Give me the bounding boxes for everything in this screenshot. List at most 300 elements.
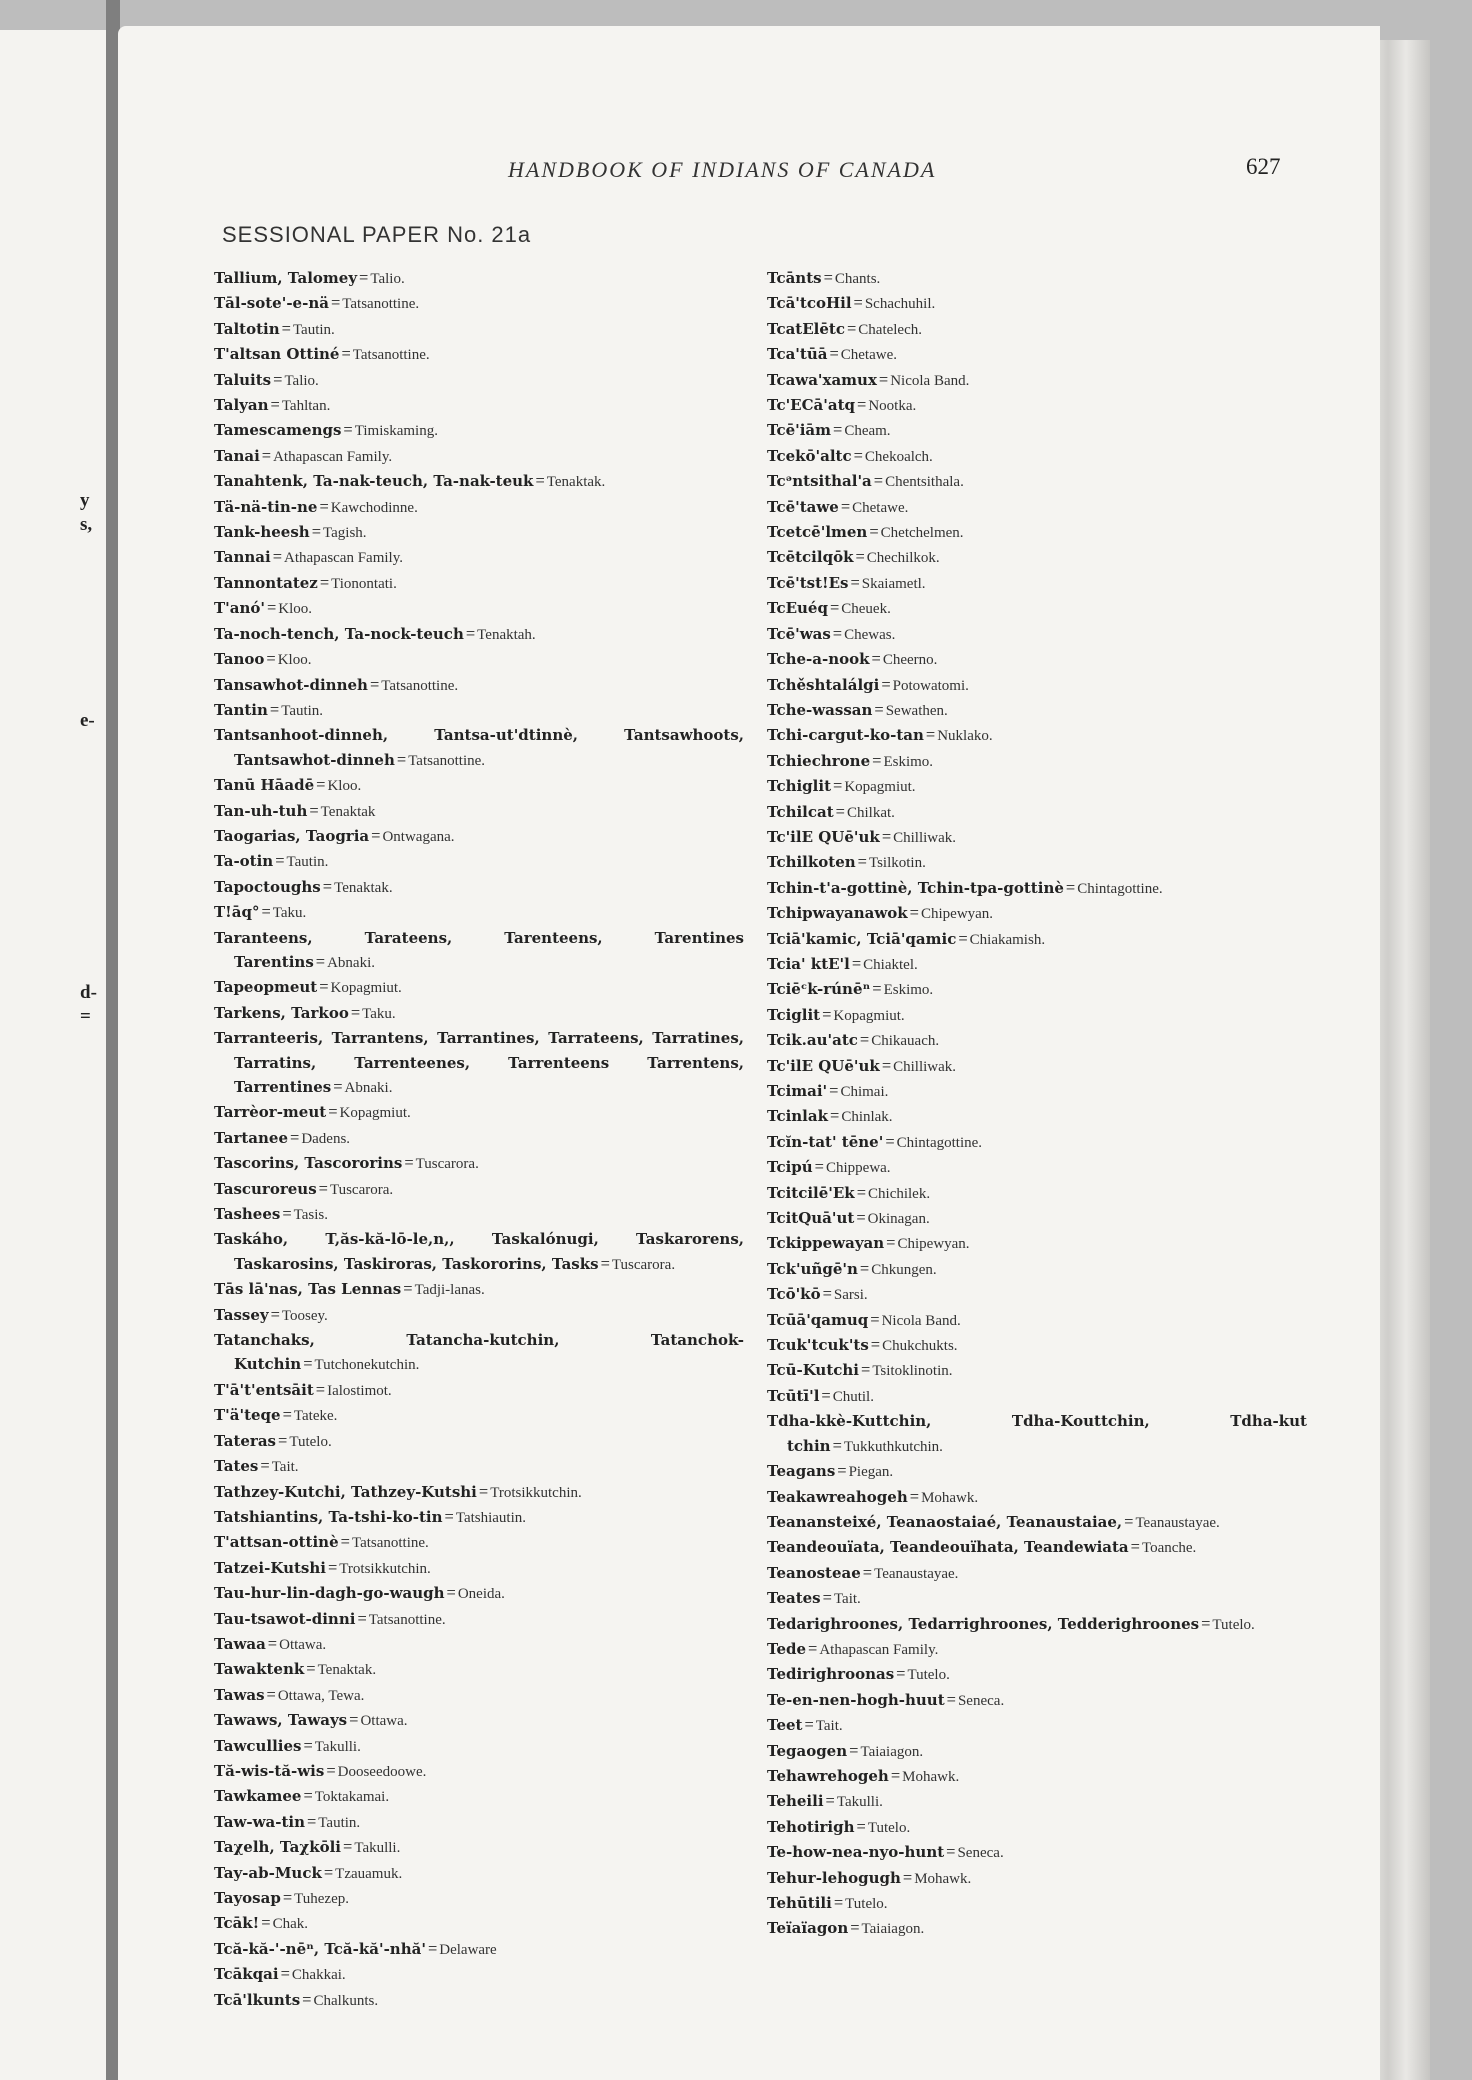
- equals-sign: =: [340, 1532, 350, 1552]
- equals-sign: =: [829, 344, 839, 364]
- glossary-entry: [214, 571, 744, 596]
- glossary-entry: [214, 1378, 744, 1403]
- glossary-entry: [767, 1612, 1307, 1637]
- equals-sign: =: [886, 1233, 896, 1253]
- entry-reference: Chintagottine.: [1077, 880, 1163, 897]
- entry-reference: Tenaktak: [320, 803, 376, 820]
- equals-sign: =: [856, 1182, 867, 1202]
- glossary-entry: [214, 520, 744, 545]
- entry-headword: Tanai: [214, 446, 260, 465]
- entry-headword: Ta-noch-tench, Ta-nock-teuch: [214, 624, 464, 643]
- entry-headword: Tcā'tcoHil: [767, 294, 852, 313]
- glossary-entry: [767, 1231, 1307, 1256]
- equals-sign: =: [359, 268, 369, 287]
- entry-reference: Chetchelmen.: [880, 525, 964, 542]
- glossary-entry: [767, 291, 1307, 316]
- equals-sign: =: [870, 1309, 880, 1329]
- glossary-entry: [767, 368, 1307, 393]
- entry-reference: Tutelo.: [867, 1819, 911, 1836]
- entry-reference: Piegan.: [848, 1464, 894, 1481]
- equals-sign: =: [319, 496, 329, 516]
- entry-headword: Tcūtī'l: [767, 1386, 820, 1405]
- entry-headword: Tay-ab-Muck: [214, 1863, 322, 1882]
- glossary-entry: [214, 1026, 744, 1100]
- glossary-entry: [767, 1181, 1307, 1206]
- entry-reference: Toktakamai.: [314, 1789, 390, 1806]
- glossary-entry: [214, 317, 744, 342]
- entry-headword: T'attsan-ottinè: [214, 1533, 339, 1552]
- entry-headword: Teet: [767, 1716, 803, 1735]
- glossary-entry: [767, 1866, 1307, 1891]
- equals-sign: =: [275, 851, 285, 871]
- entry-reference: Athapascan Family.: [819, 1641, 939, 1658]
- entry-headword: Tawas: [214, 1685, 265, 1704]
- entry-reference: Tsitoklinotin.: [872, 1363, 953, 1380]
- entry-reference: Dadens.: [301, 1130, 351, 1147]
- entry-headword: Tchin-t'a-gottinè, Tchin-tpa-gottinè: [767, 878, 1064, 897]
- entry-reference: Kopagmiut.: [330, 980, 402, 997]
- equals-sign: =: [822, 1284, 832, 1304]
- entry-headword: Tcākqai: [214, 1965, 279, 1984]
- glossary-entry: [214, 1911, 744, 1936]
- entry-headword: Tca'tūā: [767, 345, 828, 364]
- entry-headword: Tascorins, Tascororins: [214, 1154, 403, 1173]
- entry-headword: Te-en-nen-hogh-huut: [767, 1690, 945, 1709]
- entry-headword: Tă-wis-tă-wis: [214, 1761, 325, 1780]
- equals-sign: =: [822, 1588, 832, 1608]
- entry-reference: Chilliwak.: [893, 829, 957, 846]
- glossary-entry: [767, 1003, 1307, 1028]
- entry-reference: Ottawa.: [279, 1636, 327, 1653]
- entry-headword: Tartanee: [214, 1128, 288, 1147]
- entry-headword: T'ā't'entsāit: [214, 1380, 314, 1399]
- equals-sign: =: [857, 395, 867, 415]
- equals-sign: =: [850, 572, 860, 592]
- entry-reference: Sewathen.: [885, 702, 948, 719]
- equals-sign: =: [859, 1030, 870, 1050]
- entry-reference: Chichilek.: [868, 1185, 931, 1202]
- glossary-entry: [767, 647, 1307, 672]
- entry-headword: Tawkamee: [214, 1787, 302, 1806]
- entry-reference: Tukkuthkutchin.: [843, 1438, 943, 1455]
- entry-reference: Nicola Band.: [881, 1312, 961, 1329]
- equals-sign: =: [282, 1405, 292, 1425]
- entry-reference: Ottawa.: [360, 1713, 408, 1730]
- glossary-entry: [214, 291, 744, 316]
- glossary-entry: [767, 1916, 1307, 1941]
- equals-sign: =: [840, 496, 851, 516]
- entry-headword: Tateras: [214, 1431, 276, 1450]
- glossary-entry: [767, 1662, 1307, 1687]
- equals-sign: =: [925, 725, 936, 745]
- entry-reference: Teanaustayae.: [874, 1565, 959, 1582]
- entry-headword: Tcik.au'atc: [767, 1031, 858, 1050]
- equals-sign: =: [872, 750, 882, 770]
- entry-reference: Chechilkok.: [866, 550, 940, 567]
- equals-sign: =: [850, 1918, 860, 1938]
- glossary-entry: [214, 545, 744, 570]
- entry-reference: Tuhezep.: [294, 1891, 349, 1907]
- glossary-entry: [767, 1333, 1307, 1358]
- glossary-entry: [214, 1607, 744, 1632]
- entry-reference: Tutelo.: [289, 1433, 332, 1450]
- glossary-entry: [767, 927, 1307, 952]
- entry-reference: Tasis.: [293, 1207, 329, 1224]
- equals-sign: =: [855, 547, 865, 567]
- entry-headword: Tcū-Kutchi: [767, 1361, 859, 1380]
- equals-sign: =: [341, 344, 351, 364]
- glossary-entry: [767, 876, 1307, 901]
- equals-sign: =: [835, 801, 845, 821]
- equals-sign: =: [832, 1435, 842, 1455]
- entry-reference: Kloo.: [278, 601, 313, 618]
- equals-sign: =: [272, 547, 282, 567]
- equals-sign: =: [600, 1253, 610, 1273]
- equals-sign: =: [267, 1633, 278, 1653]
- entry-reference: Tutchonekutchin.: [314, 1357, 420, 1374]
- entry-reference: Tautin.: [286, 854, 329, 871]
- entry-headword: Tchilkoten: [767, 853, 856, 872]
- right-column: [767, 266, 1307, 1942]
- glossary-entry: [214, 266, 744, 291]
- glossary-entry: [767, 1282, 1307, 1307]
- glossary-entry: [767, 1586, 1307, 1611]
- glossary-entry: [767, 1409, 1307, 1459]
- glossary-entry: [214, 444, 744, 469]
- entry-reference: Chikauach.: [871, 1033, 940, 1050]
- entry-reference: Tatsanottine.: [352, 347, 430, 364]
- entry-headword: Tascuroreus: [214, 1179, 317, 1198]
- glossary-entry: [214, 1556, 744, 1581]
- equals-sign: =: [403, 1279, 413, 1299]
- entry-reference: Chetawe.: [840, 347, 897, 364]
- entry-headword: Tawaktenk: [214, 1660, 305, 1679]
- entry-reference: Chilkat.: [846, 804, 895, 821]
- equals-sign: =: [266, 649, 276, 669]
- glossary-entry: [767, 1257, 1307, 1282]
- equals-sign: =: [269, 699, 280, 719]
- entry-reference: Cheam.: [844, 423, 891, 440]
- left-fragment: =: [80, 1006, 91, 1027]
- entry-reference: Taiaiagon.: [860, 1743, 924, 1760]
- entry-reference: Ontwagana.: [382, 828, 455, 845]
- glossary-entry: [767, 698, 1307, 723]
- entry-reference: Ottawa, Tewa.: [277, 1687, 365, 1704]
- entry-headword: Tcimai': [767, 1082, 828, 1100]
- entry-reference: Tsilkotin.: [868, 855, 926, 872]
- entry-reference: Chatelech.: [858, 321, 923, 338]
- entry-headword: Tchi-cargut-ko-tan: [767, 726, 924, 745]
- glossary-entry: [767, 977, 1307, 1002]
- entry-reference: Kopagmiut.: [844, 779, 916, 796]
- glossary-entry: [214, 469, 744, 494]
- entry-headword: Teagans: [767, 1462, 836, 1481]
- entry-headword: Tcia' ktE'l: [767, 954, 850, 973]
- equals-sign: =: [890, 1765, 901, 1785]
- equals-sign: =: [870, 1335, 881, 1355]
- left-fragment: y: [80, 490, 90, 511]
- glossary-entry: [767, 825, 1307, 850]
- entry-headword: Tcipú: [767, 1158, 813, 1177]
- entry-reference: Tahltan.: [281, 398, 331, 415]
- entry-reference: Cheerno.: [882, 652, 938, 669]
- glossary-entry: [767, 1535, 1307, 1560]
- equals-sign: =: [261, 445, 272, 465]
- equals-sign: =: [821, 1385, 831, 1405]
- entry-headword: Tāl-sote'-e-nä: [214, 294, 329, 313]
- entry-headword: Tedirighroonas: [767, 1665, 895, 1684]
- equals-sign: =: [318, 1178, 328, 1198]
- glossary-entry: [214, 1480, 744, 1505]
- entry-reference: Tadji-lanas.: [414, 1282, 485, 1299]
- equals-sign: =: [856, 1208, 866, 1228]
- entry-reference: Taku.: [362, 1005, 396, 1022]
- entry-headword: T'ä'teqe: [214, 1406, 281, 1425]
- glossary-entry: [767, 1815, 1307, 1840]
- glossary-entry: [767, 1104, 1307, 1129]
- entry-reference: Chakkai.: [291, 1967, 346, 1984]
- entry-reference: Nicola Band.: [890, 372, 970, 389]
- glossary-entry: [767, 1028, 1307, 1053]
- entry-reference: Kawchodinne.: [330, 499, 418, 516]
- equals-sign: =: [872, 979, 882, 999]
- entry-reference: Athapascan Family.: [273, 448, 393, 465]
- entry-headword: Ta-otin: [214, 852, 274, 871]
- glossary-entry: [767, 774, 1307, 799]
- equals-sign: =: [535, 471, 545, 491]
- equals-sign: =: [282, 1204, 292, 1224]
- entry-headword: Tdha-kkè-Kuttchin, Tdha-Kouttchin, Tdha-kut tchin: [767, 1412, 1307, 1455]
- equals-sign: =: [958, 928, 968, 948]
- glossary-entry: [767, 1561, 1307, 1586]
- entry-reference: Talio.: [284, 372, 319, 389]
- glossary-entry: [214, 1303, 744, 1328]
- entry-headword: Tcē'tst!Es: [767, 573, 849, 592]
- glossary-entry: [214, 1632, 744, 1657]
- equals-sign: =: [261, 902, 271, 922]
- glossary-entry: [767, 1054, 1307, 1079]
- entry-headword: Taχelh, Taχkōli: [214, 1838, 342, 1857]
- entry-reference: Takulli.: [836, 1794, 883, 1811]
- entry-headword: Tcĭn-tat' tēne': [767, 1132, 884, 1151]
- glossary-entry: [767, 596, 1307, 621]
- glossary-entry: [767, 342, 1307, 367]
- entry-headword: Tehotirigh: [767, 1817, 855, 1836]
- glossary-entry: [214, 1100, 744, 1125]
- equals-sign: =: [829, 1081, 839, 1100]
- equals-sign: =: [328, 1102, 338, 1122]
- entry-reference: Okinagan.: [867, 1211, 930, 1228]
- entry-reference: Chiaktel.: [863, 956, 918, 973]
- entry-headword: Tehūtili: [767, 1894, 832, 1912]
- entry-reference: Tzauamuk.: [335, 1865, 403, 1882]
- equals-sign: =: [465, 623, 476, 643]
- glossary-entry: [767, 1358, 1307, 1383]
- glossary-entry: [767, 901, 1307, 926]
- equals-sign: =: [260, 1456, 270, 1476]
- equals-sign: =: [349, 1710, 359, 1730]
- glossary-entry: [214, 673, 744, 698]
- entry-reference: Tuscarora.: [329, 1181, 394, 1198]
- glossary-entry: [767, 571, 1307, 596]
- entry-reference: Tait.: [815, 1718, 843, 1735]
- glossary-entry: [767, 850, 1307, 875]
- glossary-entry: [214, 849, 744, 874]
- glossary-entry: [214, 926, 744, 976]
- equals-sign: =: [846, 318, 857, 338]
- entry-reference: Potowatomi.: [892, 677, 969, 694]
- entry-reference: Takulli.: [314, 1738, 361, 1755]
- entry-headword: Tau-tsawot-dinni: [214, 1609, 356, 1628]
- glossary-entry: [214, 1530, 744, 1555]
- entry-reference: Kloo.: [277, 652, 312, 669]
- entry-reference: Kopagmiut.: [339, 1105, 411, 1122]
- glossary-entry: [214, 1202, 744, 1227]
- entry-headword: Tc'ECā'atq: [767, 396, 855, 415]
- entry-reference: Tatsanottine.: [342, 296, 420, 313]
- entry-headword: Tcētcilqōk: [767, 548, 854, 567]
- entry-reference: Tatsanottine.: [368, 1611, 446, 1628]
- entry-headword: Tansawhot-dinneh: [214, 675, 368, 694]
- glossary-entry: [214, 418, 744, 443]
- glossary-entry: [767, 317, 1307, 342]
- entry-headword: Tehawrehogeh: [767, 1766, 889, 1785]
- entry-reference: Tautin.: [318, 1814, 361, 1831]
- entry-headword: Tās lā'nas, Tas Lennas: [214, 1280, 402, 1299]
- glossary-entry: [214, 1657, 744, 1682]
- equals-sign: =: [862, 1562, 873, 1582]
- entry-reference: Seneca.: [957, 1845, 1004, 1862]
- entry-reference: Chilliwak.: [893, 1058, 957, 1075]
- entry-reference: Tutelo.: [907, 1667, 950, 1684]
- entry-headword: Tckippewayan: [767, 1234, 885, 1253]
- entry-reference: Athapascan Family.: [284, 550, 403, 567]
- entry-reference: Toanche.: [1141, 1540, 1197, 1557]
- glossary-entry: [214, 342, 744, 367]
- equals-sign: =: [808, 1638, 818, 1658]
- equals-sign: =: [825, 1791, 835, 1811]
- entry-reference: Timiskaming.: [354, 423, 438, 440]
- entry-reference: Takulli.: [354, 1840, 401, 1857]
- equals-sign: =: [281, 318, 291, 338]
- glossary-entry: [214, 596, 744, 621]
- glossary-entry: [214, 875, 744, 900]
- entry-headword: Tamescamengs: [214, 421, 342, 440]
- entry-reference: Chiakamish.: [969, 931, 1046, 948]
- entry-headword: Tcᵊntsithal'a: [767, 472, 872, 491]
- equals-sign: =: [856, 1816, 866, 1836]
- entry-headword: Taranteens, Tarateens, Tarenteens, Tarentines Tarentins: [214, 928, 744, 971]
- running-head: HANDBOOK OF INDIANS OF CANADA: [508, 157, 937, 182]
- entry-headword: Taogarias, Taogria: [214, 826, 370, 845]
- glossary-entry: [214, 723, 744, 773]
- equals-sign: =: [857, 852, 867, 872]
- entry-headword: Tapeopmeut: [214, 978, 318, 997]
- entry-headword: Tapoctoughs: [214, 877, 321, 896]
- entry-reference: Tait.: [271, 1459, 299, 1476]
- equals-sign: =: [832, 623, 843, 643]
- equals-sign: =: [881, 1055, 892, 1075]
- equals-sign: =: [266, 598, 277, 618]
- equals-sign: =: [306, 1811, 317, 1831]
- equals-sign: =: [833, 776, 843, 796]
- entry-headword: Tatshiantins, Ta-tshi-ko-tin: [214, 1507, 443, 1526]
- sessional-paper-label: SESSIONAL PAPER No. 21a: [222, 222, 532, 247]
- entry-reference: Abnaki.: [344, 1080, 393, 1096]
- entry-headword: Tcawa'xamux: [767, 370, 877, 389]
- glossary-entry: [214, 1505, 744, 1530]
- equals-sign: =: [330, 293, 341, 313]
- glossary-entry: [767, 1206, 1307, 1231]
- left-fragment: s,: [80, 514, 93, 535]
- entry-headword: Tatzei-Kutshi: [214, 1558, 326, 1577]
- glossary-entry: [214, 824, 744, 849]
- equals-sign: =: [278, 1430, 288, 1450]
- entry-headword: Tawaa: [214, 1634, 266, 1653]
- equals-sign: =: [873, 471, 884, 491]
- glossary-entry: [767, 1130, 1307, 1155]
- glossary-entry: [214, 1734, 744, 1759]
- equals-sign: =: [427, 1938, 438, 1958]
- entry-headword: Tehur-lehogugh: [767, 1868, 901, 1887]
- entry-headword: Tchiglit: [767, 777, 831, 796]
- equals-sign: =: [446, 1583, 456, 1603]
- entry-reference: Kopagmiut.: [833, 1007, 905, 1024]
- entry-reference: Tateke.: [293, 1408, 338, 1425]
- glossary-entry: [767, 1459, 1307, 1484]
- equals-sign: =: [909, 1486, 920, 1506]
- equals-sign: =: [902, 1867, 913, 1887]
- equals-sign: =: [261, 1913, 271, 1933]
- entry-reference: Eskimo.: [883, 982, 934, 999]
- glossary-entry: [214, 1227, 744, 1277]
- glossary-entry: [767, 418, 1307, 443]
- equals-sign: =: [315, 1379, 326, 1399]
- equals-sign: =: [814, 1157, 824, 1177]
- equals-sign: =: [1201, 1613, 1211, 1633]
- equals-sign: =: [327, 1557, 338, 1577]
- entry-headword: Tates: [214, 1457, 259, 1476]
- entry-reference: Talio.: [370, 271, 405, 287]
- entry-headword: Tchěshtalálgi: [767, 675, 880, 694]
- entry-reference: Tenaktak.: [546, 474, 606, 491]
- entry-headword: T!āq°: [214, 903, 260, 922]
- entry-reference: Tuscarora.: [611, 1256, 676, 1273]
- entry-headword: Tassey: [214, 1305, 269, 1324]
- equals-sign: =: [302, 1989, 312, 2009]
- entry-reference: Tautin.: [281, 702, 324, 719]
- entry-reference: Seneca.: [957, 1692, 1005, 1709]
- entry-reference: Toosey.: [281, 1307, 328, 1324]
- entry-reference: Trotsikkutchin.: [339, 1560, 431, 1577]
- glossary-entry: [767, 723, 1307, 748]
- glossary-entry: [767, 469, 1307, 494]
- adjacent-page-edge: [0, 30, 108, 2080]
- entry-headword: Teananstеixé, Teanaostaiaé, Teanaustaiae,: [767, 1512, 1123, 1531]
- entry-reference: Dooseedoowe.: [337, 1763, 427, 1780]
- equals-sign: =: [946, 1689, 956, 1709]
- entry-headword: Tcē'was: [767, 624, 831, 643]
- entry-headword: Taluits: [214, 370, 272, 389]
- equals-sign: =: [881, 674, 891, 694]
- equals-sign: =: [326, 1760, 336, 1780]
- equals-sign: =: [853, 445, 863, 465]
- equals-sign: =: [282, 1888, 293, 1907]
- glossary-entry: [214, 647, 744, 672]
- entry-headword: Teanosteae: [767, 1563, 861, 1582]
- equals-sign: =: [350, 1002, 361, 1022]
- entry-headword: Tayosap: [214, 1889, 281, 1907]
